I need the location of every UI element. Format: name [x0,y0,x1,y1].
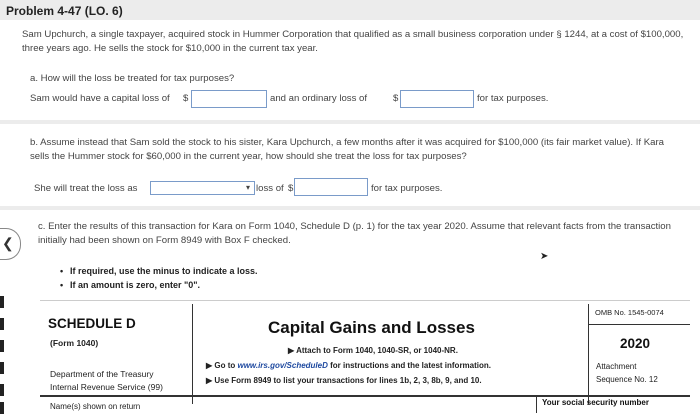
section-divider [0,120,700,124]
part-b-sentence-post: for tax purposes. [371,183,443,194]
part-a-sentence-mid: and an ordinary loss of [270,93,368,104]
dollar-sign: $ [288,183,294,194]
tax-year: 2020 [620,336,651,351]
section-divider [0,206,700,210]
schedule-d-link[interactable]: www.irs.gov/ScheduleD [237,361,328,370]
dollar-sign: $ [183,93,189,104]
schedule-title: SCHEDULE D [48,316,136,331]
dollar-sign: $ [393,93,399,104]
part-b-sentence-mid: loss of [256,183,284,194]
attach-instruction: ▶ Attach to Form 1040, 1040-SR, or 1040-NR. [288,346,458,355]
chevron-left-icon: ❮ [2,235,14,251]
schedule-form-number: (Form 1040) [50,338,99,348]
part-b-sentence-pre: She will treat the loss as [34,183,138,194]
attachment-sequence: Attachment Sequence No. 12 [596,362,658,384]
problem-intro: Sam Upchurch, a single taxpayer, acquired stock in Hummer Corporation that qualified as a small business corporation under § 1244, at a cost of $100,000, three years ago. He sells the stock for $10,000 in the current tax year. [22,29,684,54]
ssn-label: Your social security number [542,398,649,407]
schedule-d-form [40,298,690,414]
part-a-sentence-pre: Sam would have a capital loss of [30,93,170,104]
capital-loss-input[interactable] [191,90,267,108]
mouse-cursor-icon: ➤ [540,251,549,262]
ordinary-loss-input[interactable] [400,90,474,108]
part-a-sentence-post: for tax purposes. [477,93,549,104]
instruction-bullet: • If an amount is zero, enter "0". [60,280,201,290]
loss-treatment-select[interactable] [150,181,255,195]
part-b-question: b. Assume instead that Sam sold the stock to his sister, Kara Upchurch, a few months after it was acquired for $100,000 (its fair market value). If Kara sells the Hummer stock for $60,000 in the current year, how should she treat the loss for tax purposes? [30,137,665,162]
department-label: Department of the Treasury Internal Revenue Service (99) [50,369,163,392]
chevron-down-icon[interactable]: ▾ [246,183,251,192]
omb-number: OMB No. 1545-0074 [595,308,664,317]
kara-loss-input[interactable] [294,178,368,196]
instruction-bullet: • If required, use the minus to indicate a loss. [60,266,258,276]
part-a-question: a. How will the loss be treated for tax purposes? [30,73,235,84]
irs-link-instruction: ▶ Go to www.irs.gov/ScheduleD for instructions and the latest information. [206,361,491,370]
capital-gains-title: Capital Gains and Losses [268,318,475,337]
form-8949-instruction: ▶ Use Form 8949 to list your transactions for lines 1b, 2, 3, 8b, 9, and 10. [206,376,482,385]
part-c-question: c. Enter the results of this transaction for Kara on Form 1040, Schedule D (p. 1) for the tax year 2020. Assume that relevant facts from the transaction initially had been shown on Form 8949 with Box F checked. [38,221,671,246]
problem-title: Problem 4-47 (LO. 6) [6,4,123,18]
names-on-return-label: Name(s) shown on return [50,402,141,411]
